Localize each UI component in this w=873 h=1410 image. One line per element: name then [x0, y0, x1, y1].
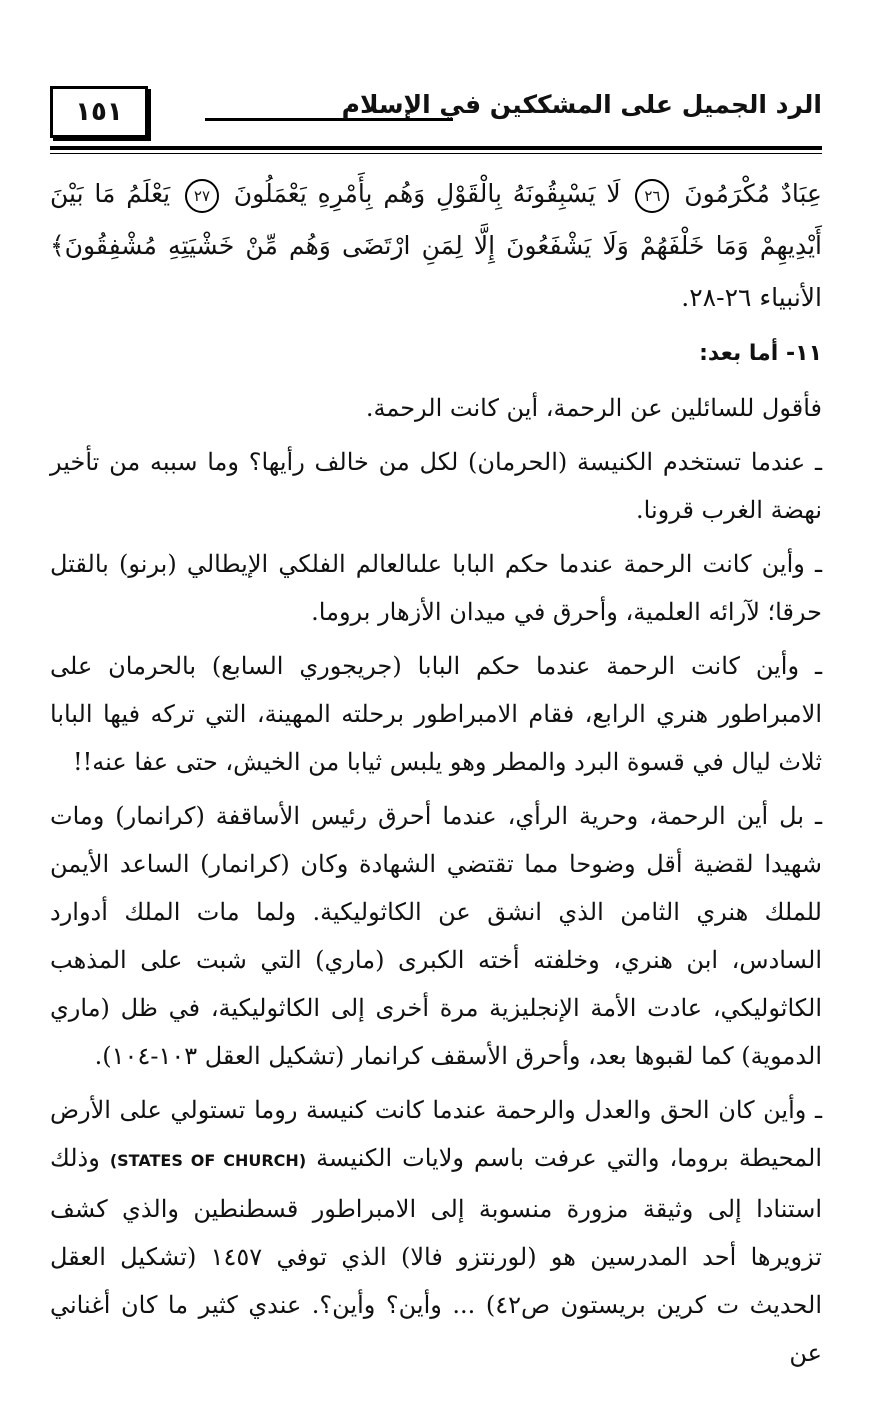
paragraph-text: ـ وأين كان الحق والعدل والرحمة عندما كانت كنيسة روما تستولي على الأرض المحيطة بروما، والتي عرفت باسم ولايات الكنيسة: [50, 1096, 823, 1172]
paragraph: فأقول للسائلين عن الرحمة، أين كانت الرحمة.: [365, 394, 822, 422]
page-content: [50, 168, 822, 1383]
paragraph-text: وذلك استنادا إلى وثيقة مزورة منسوبة إلى الامبراطور قسطنطين والذي كشف تزويرها أحد المدرسين هو (لورنتزو فالا) الذي توفي ١٤٥٧ (تشكيل العقل الحديث ت كرين بريستون ص٤٢) ... وأين؟ وأين؟. عندي كثير ما كان أغناني عن: [50, 1144, 822, 1367]
paragraph: ـ وأين كانت الرحمة عندما حكم البابا علىالعالم الفلكي الإيطالي (برنو) بالقتل حرقا؛ لآرائه العلمية، وأحرق في ميدان الأزهار بروما.: [50, 550, 822, 626]
ayah-number-marker: ٢٦: [635, 179, 669, 213]
quran-text-1: عِبَادٌ مُكْرَمُونَ: [684, 179, 822, 208]
header-rule: [50, 146, 822, 150]
header-rule-thin: [50, 153, 822, 154]
quran-citation: الأنبياء ٢٦-٢٨.: [681, 283, 822, 312]
paragraph: [50, 1086, 822, 1377]
quran-text-3: يَعْلَمُ مَا بَيْنَ أَيْدِيهِمْ وَمَا خَلْفَهُمْ وَلَا يَشْفَعُونَ إِلَّا لِمَنِ ارْتَضَى وَهُم مِّنْ خَشْيَتِهِ مُشْفِقُونَ﴾: [50, 179, 822, 260]
paragraph: ـ بل أين الرحمة، وحرية الرأي، عندما أحرق رئيس الأساقفة (كرانمار) ومات شهيدا لقضية أقل وضوحا مما تقتضي الشهادة وكان (كرانمار) الساعد الأيمن للملك هنري الثامن الذي انشق عن الكاثوليكية. ولما مات الملك أدوارد السادس، ابن هنري، وخلفته أخته الكبرى (ماري) التي شبت على المذهب الكاثوليكي، عادت الأمة الإنجليزية مرة أخرى إلى الكاثوليكية، في ظل (ماري الدموية) كما لقبوها بعد، وأحرق الأسقف كرانمار (تشكيل العقل ١٠٣-١٠٤).: [50, 802, 822, 1070]
paragraph: ـ عندما تستخدم الكنيسة (الحرمان) لكل من خالف رأيها؟ وما سببه من تأخير نهضة الغرب قرونا.: [50, 448, 822, 524]
quran-verse: [50, 168, 822, 324]
book-title: الرد الجميل على المشككين في الإسلام: [341, 90, 822, 119]
page-number: ١٥١: [50, 86, 148, 138]
latin-term: (STATES OF CHURCH): [109, 1151, 307, 1170]
paragraph: ـ وأين كانت الرحمة عندما حكم البابا (جريجوري السابع) بالحرمان على الامبراطور هنري الرابع، فقام الامبراطور برحلته المهينة، التي تركه فيها البابا ثلاث ليال في قسوة البرد والمطر وهو يلبس ثيابا من الخيش، حتى عفا عنه!!: [50, 652, 822, 776]
ayah-number-marker: ٢٧: [185, 179, 219, 213]
section-heading: ١١- أما بعد:: [699, 341, 822, 366]
page-header: [50, 76, 822, 142]
quran-text-2: لَا يَسْبِقُونَهُ بِالْقَوْلِ وَهُم بِأَمْرِهِ يَعْمَلُونَ: [233, 179, 621, 208]
